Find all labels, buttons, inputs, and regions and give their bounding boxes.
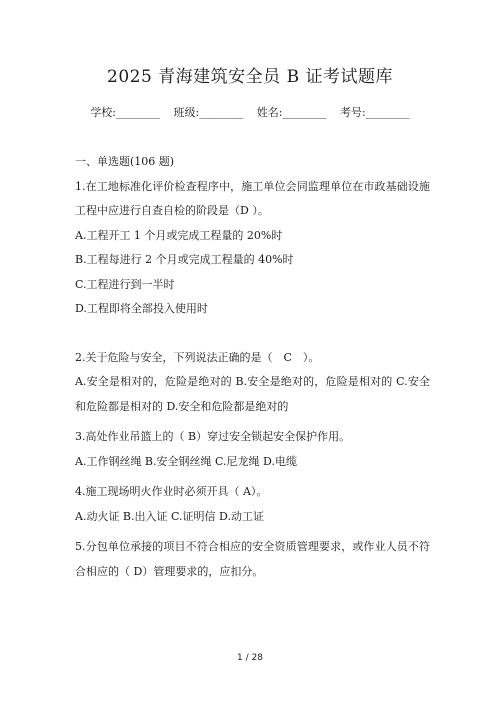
question-option: A.工作钢丝绳 B.安全钢丝绳 C.尼龙绳 D.电缆: [75, 454, 297, 468]
exam-number-field: 考号:________: [339, 106, 410, 119]
question-stem: 4.施工现场明火作业时必须开具（ A）。: [75, 485, 268, 498]
question-option: C.工程进行到一半时: [75, 277, 175, 291]
school-field: 学校:________: [90, 106, 161, 119]
question-3: [75, 425, 430, 474]
question-option: A.工程开工 1 个月或完成工程量的 20%时: [75, 228, 283, 242]
question-4: [75, 480, 430, 529]
section-heading: 一、单选题(106 题): [75, 155, 175, 168]
question-stem: 2.关于危险与安全，下列说法正确的是（ C ）。: [75, 350, 320, 364]
question-1: [75, 175, 430, 322]
name-field: 姓名:________: [256, 106, 327, 119]
question-2: [75, 346, 430, 420]
question-option: B.工程每进行 2 个月或完成工程量的 40%时: [75, 253, 294, 266]
class-field: 班级:________: [173, 106, 244, 119]
question-stem: 3.高处作业吊篮上的（ B）穿过安全锁起安全保护作用。: [75, 430, 351, 443]
student-info-line: [0, 104, 500, 120]
question-option: A.安全是相对的，危险是绝对的 B.安全是绝对的，危险是相对的 C.安全和危险都是相对的 D.安全和危险都是绝对的: [75, 375, 430, 413]
question-option: A.动火证 B.出入证 C.证明信 D.动工证: [75, 509, 264, 523]
question-5: [75, 535, 430, 584]
document-title: 2025 青海建筑安全员 B 证考试题库: [107, 67, 393, 87]
page-number: 1 / 28: [237, 653, 263, 663]
question-stem: 5.分包单位承接的项目不符合相应的安全资质管理要求，或作业人员不符合相应的（ D）管理要求的，应扣分。: [75, 540, 430, 578]
question-option: D.工程即将全部投入使用时: [75, 302, 208, 315]
question-content: [75, 150, 430, 584]
question-stem: 1.在工地标准化评价检查程序中，施工单位会同监理单位在市政基础设施工程中应进行自查自检的阶段是（D ）。: [75, 179, 430, 217]
